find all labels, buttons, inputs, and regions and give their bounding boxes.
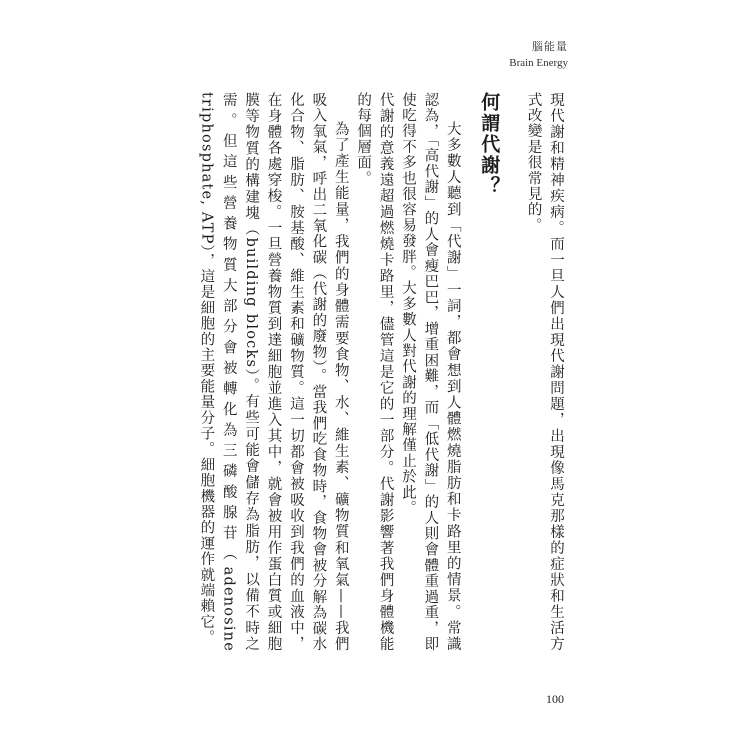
body-paragraph-2: 代謝的意義遠超過燃燒卡路里，儘管這是它的一部分。代謝影響著我們身體機能的每個層面。 — [355, 92, 394, 652]
page-number: 100 — [546, 692, 564, 706]
body-paragraph-3: 為了產生能量，我們的身體需要食物、水、維生素、礦物質和氧氣——我們吸入氧氣，呼出二氧化碳（代謝的廢物）。當我們吃食物時，食物會被分解為碳水化合物、脂肪、胺基酸、維生素和礦物質。這一切都會被吸收到我們的血液中，在身體各處穿梭。一旦營養物質到達細胞並進入其中，就會被用作蛋白質或細胞膜等物質的構建塊（building blocks）。有些可能會儲存為脂肪，以備不時之需。但這些營養物質大部分會被轉化為三磷酸腺苷（adenosine triphosphate, ATP），這是細胞的主要能量分子。細胞機器的運作就端賴它。 — [198, 92, 349, 652]
running-head-title-zh: 腦能量 — [532, 40, 568, 53]
body-paragraph-1: 大多數人聽到「代謝」一詞，都會想到人體燃燒脂肪和卡路里的情景。常識認為，「高代謝」的人會瘦巴巴，增重困難，而「低代謝」的人則會體重過重，即使吃得不多也很容易發胖。大多數人對代謝的理解僅止於此。 — [399, 92, 461, 652]
intro-paragraph: 現代謝和精神疾病。而一旦人們出現代謝問題，出現像馬克那樣的症狀和生活方式改變是很常見的。 — [525, 92, 564, 652]
vertical-text-body — [195, 92, 567, 652]
running-head — [509, 38, 568, 72]
running-head-title-en: Brain Energy — [509, 57, 568, 69]
section-heading: 何謂代謝？ — [478, 92, 501, 197]
